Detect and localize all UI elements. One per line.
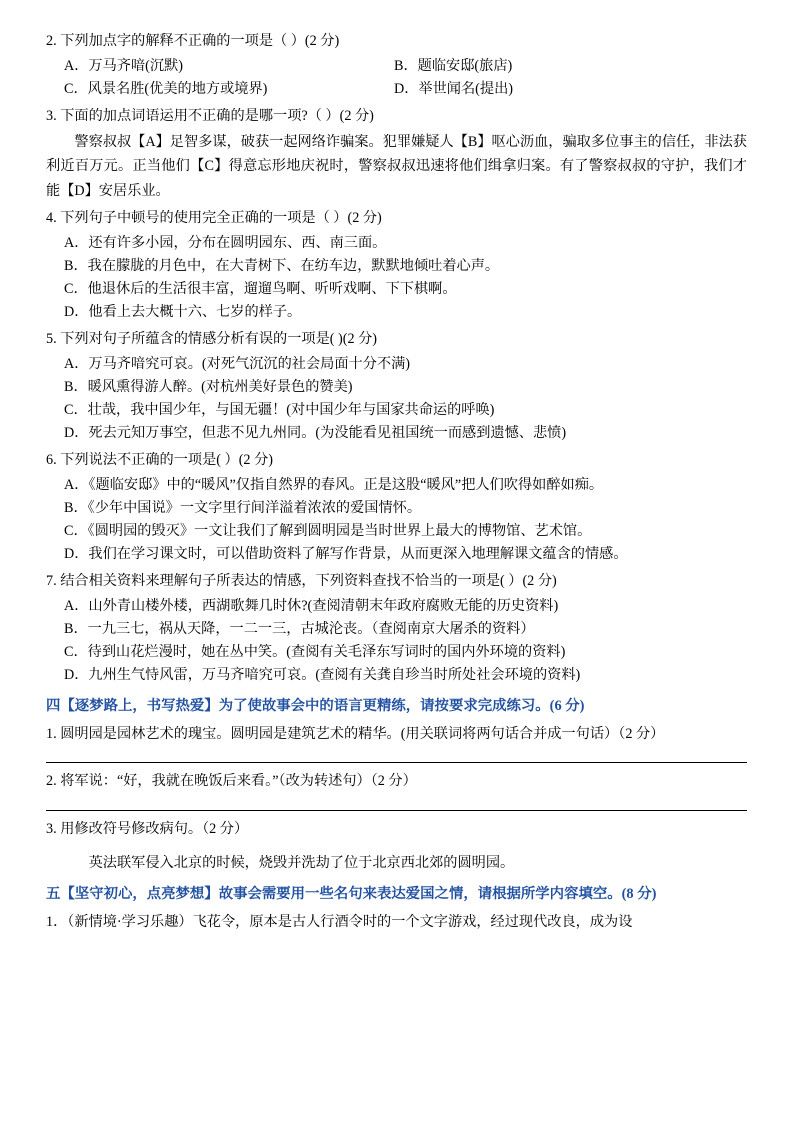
option-c: C．待到山花烂漫时，她在丛中笑。(查阅有关毛泽东写词时的国内外环境的资料) xyxy=(64,644,566,661)
question-options-row xyxy=(64,55,747,78)
option-d: D．举世闻名(提出) xyxy=(394,81,514,97)
option-a: A．万马齐喑究可哀。(对死气沉沉的社会局面十分不满) xyxy=(64,356,411,373)
question-passage: 警察叔叔【A】足智多谋，破获一起网络诈骗案。犯罪嫌疑人【B】呕心沥血，骗取多位事主的信任，非法获利近百万元。正当他们【C】得意忘形地庆祝时，警察叔叔迅速将他们缉拿归案。有了警察叔叔的守护，我们才能【D】安居乐业。 xyxy=(46,134,747,199)
option-a: A．山外青山楼外楼，西湖歌舞几时休?(查阅清朝末年政府腐败无能的历史资料) xyxy=(64,598,559,615)
section-five-title: 五【坚守初心，点亮梦想】故事会需要用一些名句来表达爱国之情，请根据所学内容填空。(8 分) xyxy=(46,886,657,903)
option-b: B．暖风熏得游人醉。(对杭州美好景色的赞美) xyxy=(64,379,353,396)
section-four-title: 四【逐梦路上，书写热爱】为了使故事会中的语言更精练，请按要求完成练习。(6 分) xyxy=(46,698,585,715)
question-stem: 5. 下列对句子所蕴含的情感分析有误的一项是( )(2 分) xyxy=(46,331,378,348)
option-a: A．《题临安邸》中的“暖风”仅指自然界的春风。正是这股“暖风”把人们吹得如醉如痴。 xyxy=(64,477,604,494)
option-d: D．他看上去大概十六、七岁的样子。 xyxy=(64,304,302,321)
option-c: C．壮哉，我中国少年，与国无疆！(对中国少年与国家共命运的呼唤) xyxy=(64,402,495,419)
answer-line[interactable] xyxy=(46,762,747,763)
question-stem: 7. 结合相关资料来理解句子所表达的情感，下列资料查找不恰当的一项是( ）(2 分) xyxy=(46,573,557,590)
option-a: A．还有许多小园，分布在圆明园东、西、南三面。 xyxy=(64,235,387,252)
option-d: D．我们在学习课文时，可以借助资料了解写作背景，从而更深入地理解课文蕴含的情感。 xyxy=(64,546,628,563)
question-options-row xyxy=(64,78,747,101)
question-stem: 4. 下列句子中顿号的使用完全正确的一项是（ ）(2 分) xyxy=(46,210,382,227)
sentence-to-fix: 英法联军侵入北京的时候，烧毁并洗劫了位于北京西北郊的圆明园。 xyxy=(88,855,515,872)
section-five-item-1: 1．（新情境·学习乐趣）飞花令，原本是古人行酒令时的一个文字游戏，经过现代改良，成为设 xyxy=(46,913,633,930)
answer-line[interactable] xyxy=(46,810,747,811)
question-stem: 2. 下列加点字的解释不正确的一项是（ ）(2 分) xyxy=(46,33,340,49)
question-stem: 6. 下列说法不正确的一项是( ）(2 分) xyxy=(46,452,273,469)
option-d: D．九州生气恃风雷，万马齐喑究可哀。(查阅有关龚自珍当时所处社会环境的资料) xyxy=(64,667,581,684)
option-b: B．一九三七，祸从天降，一二一三，古城沦丧。（查阅南京大屠杀的资料） xyxy=(64,621,535,638)
question-stem: 3. 下面的加点词语运用不正确的是哪一项?（ ）(2 分) xyxy=(46,108,374,124)
option-b: B．我在朦胧的月色中，在大青树下、在纺车边，默默地倾吐着心声。 xyxy=(64,258,500,275)
option-b: B．《少年中国说》一文字里行间洋溢着浓浓的爱国情怀。 xyxy=(64,500,422,517)
option-c: C．《圆明园的毁灭》一文让我们了解到圆明园是当时世界上最大的博物馆、艺术馆。 xyxy=(64,523,592,540)
option-c: C．风景名胜(优美的地方或境界) xyxy=(64,81,268,97)
option-b: B．题临安邸(旅店) xyxy=(394,58,513,74)
section-four-item-2: 2. 将军说：“好，我就在晚饭后来看。”（改为转述句）（2 分） xyxy=(46,773,417,790)
option-c: C．他退休后的生活很丰富，遛遛鸟啊、听听戏啊、下下棋啊。 xyxy=(64,281,457,298)
option-d: D．死去元知万事空，但悲不见九州同。(为没能看见祖国统一而感到遗憾、悲愤) xyxy=(64,425,567,442)
section-four-item-3: 3. 用修改符号修改病句。（2 分） xyxy=(46,820,249,837)
section-four-item-1: 1. 圆明园是园林艺术的瑰宝。圆明园是建筑艺术的精华。(用关联词将两句话合并成一句话）（2 分） xyxy=(46,725,665,742)
option-a: A．万马齐喑(沉默) xyxy=(64,58,184,74)
